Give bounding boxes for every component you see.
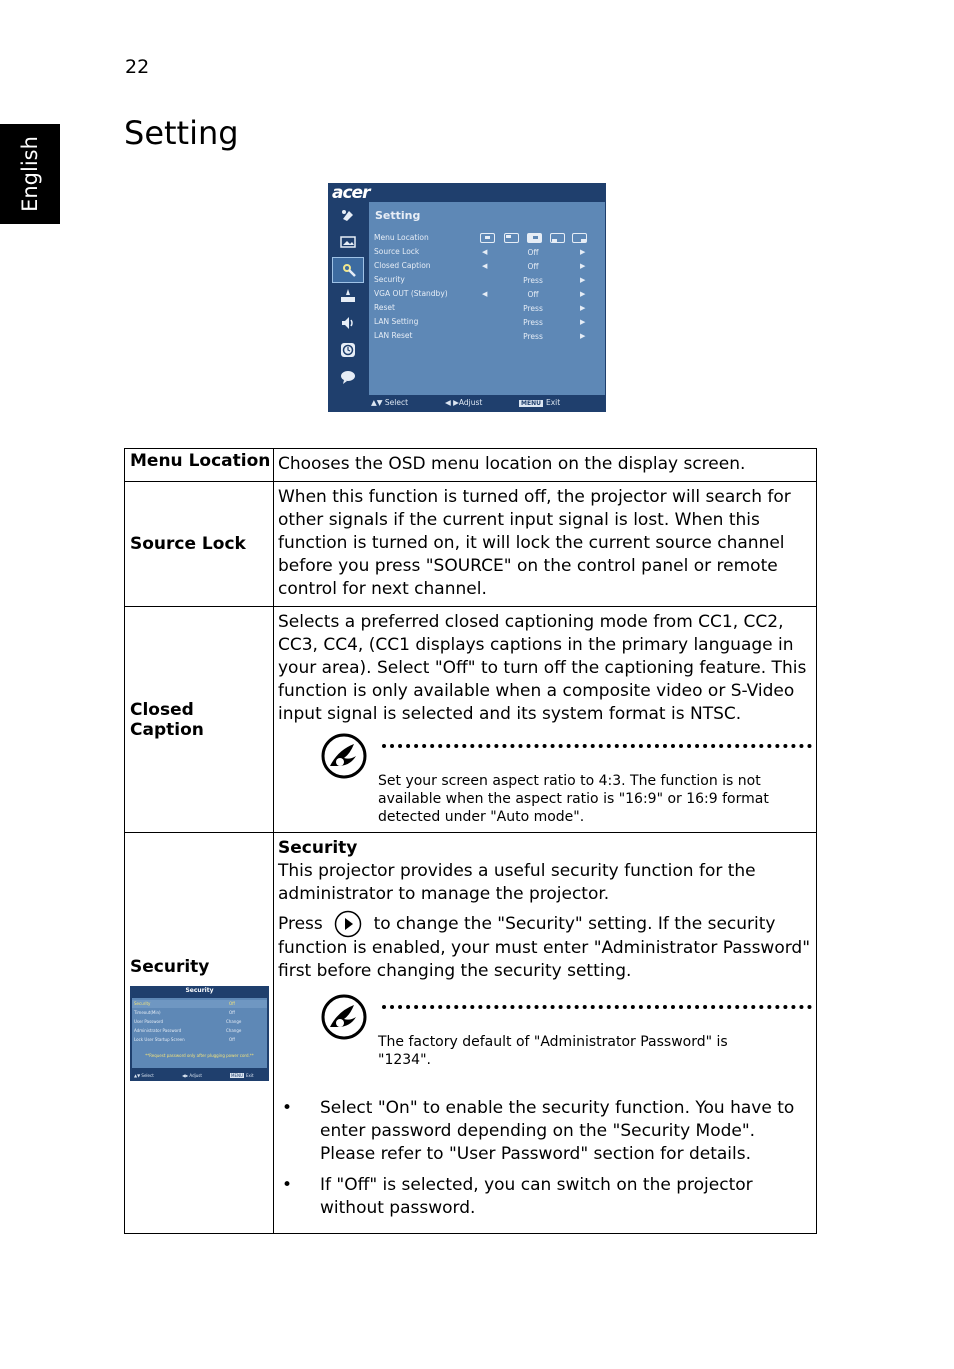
right-arrow-icon: ▶ bbox=[580, 304, 586, 312]
language-icon bbox=[332, 365, 364, 391]
thumb-body bbox=[132, 998, 267, 1068]
acer-logo: acer bbox=[332, 183, 370, 203]
right-arrow-icon: ▶ bbox=[580, 332, 586, 340]
security-heading: Security bbox=[278, 838, 358, 858]
row-label: Security bbox=[130, 957, 210, 977]
row-label: Menu Location bbox=[125, 449, 274, 482]
row-label: Source Lock bbox=[125, 482, 274, 607]
security-intro: This projector provides a useful security function for the administrator to manage the projector. bbox=[278, 861, 756, 904]
osd-row-label: LAN Setting bbox=[374, 317, 419, 326]
osd-row-label: Reset bbox=[374, 303, 395, 312]
image-icon bbox=[332, 230, 364, 256]
osd-row-menu-location bbox=[369, 231, 605, 245]
thumb-row-value: Off bbox=[229, 1010, 235, 1015]
osd-row-label: Security bbox=[374, 275, 405, 284]
osd-footer bbox=[369, 395, 605, 411]
note-block bbox=[278, 730, 812, 826]
table-row bbox=[125, 607, 817, 833]
osd-row-closed-caption bbox=[369, 259, 605, 273]
right-button-icon bbox=[334, 910, 362, 938]
note-icon bbox=[320, 993, 368, 1041]
menu-location-bottom-left-icon bbox=[550, 233, 565, 243]
osd-row-value: Off bbox=[527, 248, 539, 257]
thumb-row bbox=[132, 1027, 267, 1035]
table-row bbox=[125, 449, 817, 482]
osd-row-lan-reset bbox=[369, 329, 605, 343]
language-tab-label: English bbox=[18, 136, 42, 212]
menu-key-icon: MENU bbox=[521, 400, 541, 407]
row-description bbox=[274, 833, 817, 1234]
right-arrow-icon: ▶ bbox=[580, 276, 586, 284]
thumb-row-value: Change bbox=[226, 1028, 242, 1033]
thumb-row-label: Administrator Password bbox=[134, 1028, 182, 1033]
left-arrow-icon: ◀ bbox=[482, 262, 488, 270]
timer-icon bbox=[332, 338, 364, 364]
osd-row-value: Off bbox=[527, 262, 539, 271]
closed-caption-text: Selects a preferred closed captioning mode from CC1, CC2, CC3, CC4, (CC1 displays captions in the primary language in your area). Select "Off" to turn off the captioning feature. This function is only available when a composite video or S-Video input signal is selected and its system format is NTSC. bbox=[278, 612, 807, 724]
security-bullet-list bbox=[278, 1097, 812, 1220]
thumb-row-value: Change bbox=[226, 1019, 242, 1024]
row-description bbox=[274, 607, 817, 833]
row-description: Chooses the OSD menu location on the display screen. bbox=[274, 449, 817, 482]
management-icon bbox=[332, 284, 364, 310]
thumb-menu-key: MENU bbox=[231, 1073, 243, 1078]
thumb-row-value: Off bbox=[229, 1037, 235, 1042]
left-arrow-icon: ◀ bbox=[482, 248, 488, 256]
thumb-footer bbox=[130, 1072, 269, 1080]
osd-panel-title: Setting bbox=[375, 209, 421, 222]
osd-row-label: Source Lock bbox=[374, 247, 420, 256]
thumb-row-label: Security bbox=[134, 1001, 151, 1006]
menu-location-top-left-icon bbox=[504, 233, 519, 243]
table-row bbox=[125, 482, 817, 607]
osd-row-vga-out bbox=[369, 287, 605, 301]
thumb-row bbox=[132, 1000, 267, 1008]
note-text: The factory default of "Administrator Password" is "1234". bbox=[378, 1034, 728, 1068]
osd-row-reset bbox=[369, 301, 605, 315]
osd-setting-panel bbox=[369, 202, 605, 395]
osd-sidebar bbox=[328, 203, 368, 391]
note-text: Set your screen aspect ratio to 4:3. The function is not available when the aspect ratio is "16:9" or 16:9 format detected under "Auto mode". bbox=[378, 773, 769, 825]
left-arrow-icon: ◀ bbox=[482, 290, 488, 298]
list-item: • If "Off" is selected, you can switch on the projector without password. bbox=[278, 1174, 812, 1220]
osd-row-label: Menu Location bbox=[374, 233, 429, 242]
thumb-row-label: Timeout(Min) bbox=[134, 1010, 161, 1015]
note-divider bbox=[382, 1005, 812, 1009]
setting-icon bbox=[332, 257, 364, 283]
menu-location-bottom-right-icon bbox=[572, 233, 587, 243]
osd-row-value: Press bbox=[523, 304, 543, 313]
osd-row-label: VGA OUT (Standby) bbox=[374, 289, 448, 298]
right-arrow-icon: ▶ bbox=[580, 290, 586, 298]
thumb-row-label: User Password bbox=[134, 1019, 164, 1024]
thumb-footer-adjust: ◀▶ Adjust bbox=[182, 1073, 202, 1078]
thumb-row-label: Lock User Startup Screen bbox=[134, 1037, 185, 1042]
table-row bbox=[125, 833, 817, 1234]
osd-row-label: LAN Reset bbox=[374, 331, 413, 340]
thumb-warning: **Request password only after plugging power cord.** bbox=[145, 1053, 254, 1058]
thumb-title: Security bbox=[185, 987, 214, 994]
right-arrow-icon: ▶ bbox=[580, 318, 586, 326]
color-icon bbox=[332, 203, 364, 229]
osd-row-value: Press bbox=[523, 276, 543, 285]
row-description: When this function is turned off, the projector will search for other signals if the current input signal is lost. When this function is turned on, it will lock the current source channel before you press "SOURCE" on the control panel or remote control for next channel. bbox=[274, 482, 817, 607]
note-icon bbox=[320, 732, 368, 780]
osd-footer-exit-label: Exit bbox=[545, 398, 561, 407]
osd-row-lan-setting bbox=[369, 315, 605, 329]
press-text: Press bbox=[278, 914, 323, 934]
page-title: Setting bbox=[124, 114, 239, 152]
press-after-text: to change the "Security" setting. If the security bbox=[373, 914, 776, 934]
osd-row-value: Press bbox=[523, 332, 543, 341]
right-arrow-icon: ▶ bbox=[580, 262, 586, 270]
thumb-row bbox=[132, 1009, 267, 1017]
osd-row-source-lock bbox=[369, 245, 605, 259]
language-tab bbox=[0, 124, 60, 224]
note-block bbox=[278, 991, 812, 1091]
thumb-footer-exit: Exit bbox=[246, 1073, 254, 1078]
osd-row-label: Closed Caption bbox=[374, 261, 431, 270]
security-menu-thumbnail bbox=[130, 986, 269, 1081]
row-label-cell bbox=[125, 833, 274, 1234]
note-divider bbox=[382, 744, 812, 748]
osd-row-value: Off bbox=[527, 290, 539, 299]
osd-screenshot bbox=[328, 183, 606, 412]
menu-location-top-right-icon bbox=[527, 233, 542, 243]
page-number: 22 bbox=[125, 56, 150, 78]
security-press-rest: function is enabled, your must enter "Administrator Password" first before changing the security setting. bbox=[278, 938, 811, 981]
security-press-line bbox=[278, 910, 812, 939]
osd-row-security bbox=[369, 273, 605, 287]
right-arrow-icon: ▶ bbox=[580, 248, 586, 256]
thumb-row bbox=[132, 1036, 267, 1044]
setting-table bbox=[124, 448, 817, 1234]
osd-row-value: Press bbox=[523, 318, 543, 327]
thumb-row bbox=[132, 1018, 267, 1026]
thumb-row-value: Off bbox=[229, 1001, 235, 1006]
thumb-footer-select: ▲▼ Select bbox=[134, 1073, 154, 1078]
list-item: • Select "On" to enable the security function. You have to enter password depending on the "Security Mode". Please refer to "User Password" section for details. bbox=[278, 1097, 812, 1166]
osd-footer-select: ▲▼ Select bbox=[371, 398, 409, 407]
osd-footer-adjust: ◀ ▶Adjust bbox=[445, 398, 483, 407]
row-label: Closed Caption bbox=[125, 607, 274, 833]
menu-location-center-icon bbox=[480, 233, 495, 243]
osd-footer-exit bbox=[519, 398, 560, 407]
audio-icon bbox=[332, 311, 364, 337]
